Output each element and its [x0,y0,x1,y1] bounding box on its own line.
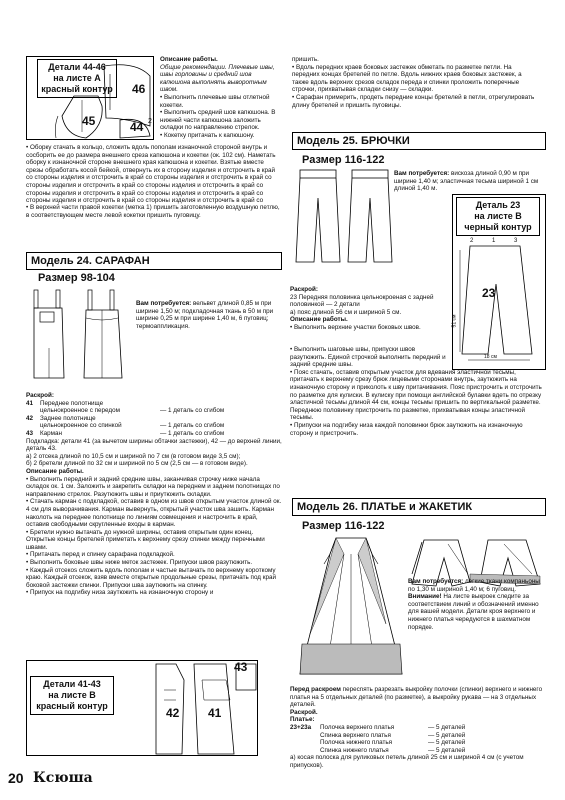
piece-23-label: 23 [482,286,496,300]
model-25-need: Вам потребуется: вискоза длиной 0,90 м при ширине 1,40 м; эластичная тесьма шириной 1 см длиной 1,40 м. [394,170,539,193]
model-25-cut: Раскрой: 23 Передняя половинка цельнокроеная с задней половинкой — 2 детали а) пояс длиной 56 см и шириной 5 см. Описание работы. • Выполнить верхние участки боковых швов. [290,286,448,332]
model-26-size: Размер 116-122 [302,520,385,532]
piece-41-label: 41 [208,706,222,720]
piece-23-mark-a: 2 [470,238,474,244]
piece-43-label: 43 [234,660,248,674]
hood-instructions: Описание работы. Общие рекомендации. Плечевые швы, швы горловины и средний шов капюшона выполнять выворотным швом. • Выполнить плечевые швы отлетной кокетки. • Выполнить средний шов капюшона. В нижней части капюшона заложить складки по направлению стрелок. • Кокетку притачать к капюшону. [160,56,282,140]
piece-23-dim-height: 51 см [451,314,458,328]
detail-label-44-46: Детали 44-46 на листе А красный контур [37,59,117,98]
kit-row: 23+23а Полочка верхнего платья — 5 деталей [290,723,466,731]
magazine-brand: Ксюша [33,770,93,786]
trousers-illustration [296,168,396,268]
model-25-text: • Выполнить шаговые швы, припуски швов разутюжить. Единой строчкой выполнить передний и задний средние швы. • Пояс стачать, оставив открытым участок для вдевания эластичной тесьмы, притачать к верхнему срезу брюк лицевыми сторонами внутрь, заутюжить на изнаночную сторону и приколоть к шву притачивания. Пояс пристрочить и отстрочить по разметке для кулиски. В кулиску при помощи английской булавки вдеть по отрезку эластичной тесьмы длиной 44 см, концы тесьмы пришить по вертикальной разметке. Переднюю половинку пристрочить по разметке, прихватывая концы эластичной тесьмы. • Припуски на подгибку низа каждой половинки брюк заутюжить на изнаночную сторону и пристрочить. [290,346,546,437]
kit-row: 43 Карман — 1 деталь со сгибом [26,429,225,437]
model-24-header: Модель 24. САРАФАН [26,252,282,270]
kit-row: 41 Переднее полотнище [26,399,104,407]
detail-label-41-43: Детали 41-43 на листе В красный контур [30,676,114,715]
kit-row: Спинка верхнего платья — 5 деталей [320,731,466,739]
kit-row: цельнокроенное со спинкой — 1 деталь со сгибом [40,422,225,430]
page-number: 20 [8,770,24,786]
model-25-header: Модель 25. БРЮЧКИ [292,132,546,150]
piece-46-label: 46 [132,82,146,96]
hood-instructions-cont: • Оборку стачать в кольцо, сложить вдоль пополам изнаночной стороной внутрь и сосборить ее до размера внешнего среза капюшона и кокетки (ок. 102 см). Наметать оборку к изнаночной стороне внешнего края капюшона и кокетки. Взятые вместе срезы обработать косой бейкой, отвернуть их в сторону изделия и отстрочить в край со стороны изделия и отстрочить в край со стороны изделия и отстрочить в край со стороны изделия и отстрочить в край со стороны изделия и отстрочить в край со стороны изделия и отстрочить в край со стороны изделия и отстрочить в край со стороны изделия и отстрочить в край со стороны изделия и отстрочить в край со • В верхней части правой кокетки (метка 1) пришить заготовленную воздушную петлю, в соответствующем месте левой кокетки пришить пуговицу. [26,144,282,238]
sarafan-instructions-end: пришить. • Вдоль передних краев боковых застежек обметать по разметке петли. На передних концах бретелей по петле. Вдоль нижних краев боковых застежек, а также вдоль верхних срезов складок переда и спинки проложить поперечные строчки, прихватывая складки снизу — складки. • Сарафан примерить, продеть передние концы бретелей в петли, отрегулировать длину бретелей и пришить пуговицы. [292,56,540,109]
kit-row: цельнокроенное с передом — 1 деталь со сгибом [40,407,225,415]
detail-label-23: Деталь 23 на листе В черный контур [456,197,540,236]
pattern-piece-23 [452,194,546,370]
model-26-header: Модель 26. ПЛАТЬЕ и ЖАКЕТИК [292,498,546,516]
piece-23-mark-c: 3 [514,238,518,244]
model-26-text: Перед раскроем пересnять разрезать выкройку полочки (спинки) верхнего и нижнего платья на 5 отдельных деталей (по разметке), а выкройку рукава — на 3 отдельных деталей. Раскрой. Платье: 23+23а Полочка верхнего платья — 5 деталей Спинка верхнего платья — 5 деталей Полочка нижнего платья — 5 деталей Спинка нижнего платья — 5 деталей а) косая полоска для руликовых петель длиной 25 см и шириной 4 см (с учетом припусков). [290,686,543,769]
sarafan-illustration [30,288,130,384]
model-26-kit [290,724,465,754]
piece-44-mark: 2 [148,118,152,125]
piece-23-mark-b: 1 [492,238,496,244]
kit-row: 42 Заднее полотнище [26,414,96,422]
dress-illustration [296,534,406,684]
model-24-kit [26,400,224,438]
piece-42-label: 42 [166,706,180,720]
piece-44-label: 44 [130,120,144,134]
model-24-text: Раскрой: 41 Переднее полотнище цельнокроенное с передом — 1 деталь со сгибом 42 Заднее полотнище цельнокроенное со спинкой — 1 деталь со сгибом 43 Карман — 1 деталь со сгибом Подкладка: детали 41 (за вычетом ширины обтачки застежки), 42 — до верхней линии, деталь 43. а) 2 отсека длиной по 10,5 см и шириной по 7 см (в готовом виде 3,5 см); б) 2 бретели длиной по 32 см и шириной по 5 см (2,5 см — в готовом виде). Описание работы. • Выполнить передний и задний средние швы, заканчивая строчку ниже начала складок ок. 1 см. Заложить и закрепить складки на переднем и заднем полотнищах по направлению стрелок. Разутюжить швы и приутюжить складки. • Стачать карман с подкладкой, оставив в одном из швов открытым участок длиной ок. 4 см для выворачивания. Карман вывернуть, открытый участок шва зашить. Карман наколоть на переднее полотнище по линиям совмещения и настрочить в край, оставив свободными скругленные входы в карман. • Бретели нужно вытачать до нужной ширины, оставив открытым один конец. Открытые концы бретелей приметать к верхнему срезу спинки между перечными швами. • Притачать перед и спинку сарафана подкладкой. • Выполнить боковые швы ниже меток застежек. Припуски швов разутюжить. • Каждый отсекоs сложить вдоль пополам и частые вытачать по верхнему короткому краю. Каждый отсекок, взяв вместе открытые продольные срезы, притачать под край боковой застежки спинки. Припуски шва заутюжить на спинку. • Припуск на подгибку низа заутюжить на изнаночную сторону и [26,392,282,597]
model-25-size: Размер 116-122 [302,154,385,166]
kit-row: Спинка нижнего платья — 5 деталей [320,746,466,754]
model-24-size: Размер 98-104 [38,272,115,284]
piece-45-label: 45 [82,114,96,128]
model-24-need: Вам потребуется: вельвет длиной 0,85 м при ширине 1,50 м; подкладочная ткань в 50 м при ширине 0,25 м при ширине 1,40 м, 6 пуговиц; термоаппликация. [136,300,274,330]
piece-23-dim-width: 18 см [484,354,497,360]
model-26-need: Вам потребуется: легкие ткани компаньоны по 1,30 м шириной 1,40 м; 6 пуговиц. Внимание! На листе выкроек следите за соответствием линий и обозначений именно для вашей модели. Детали кроя верхнего и нижнего платья чередуются в шахматном порядке. [408,578,540,631]
kit-row: Полочка нижнего платья — 5 деталей [320,739,466,747]
pattern-pieces-41-43 [26,660,258,756]
